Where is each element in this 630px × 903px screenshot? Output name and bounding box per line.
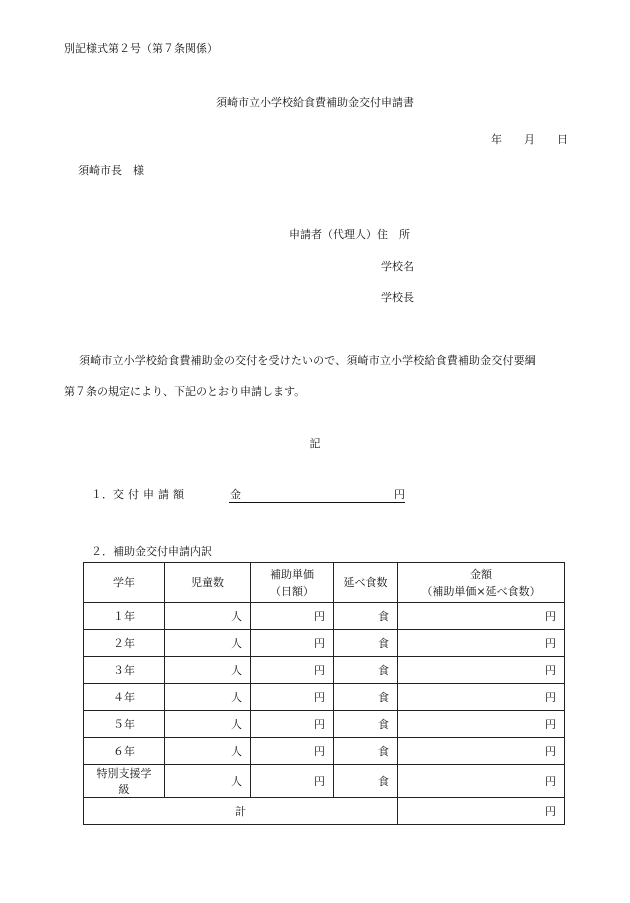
unit-price-cell[interactable]: 円 bbox=[251, 657, 334, 684]
meals-cell[interactable]: 食 bbox=[334, 765, 398, 798]
requested-amount-field[interactable] bbox=[229, 489, 405, 503]
grade-cell: ３年 bbox=[84, 657, 165, 684]
header-children: 児童数 bbox=[165, 563, 251, 603]
item-1-number: １． bbox=[91, 488, 113, 501]
date-day-label: 日 bbox=[557, 133, 568, 146]
unit-price-cell[interactable]: 円 bbox=[251, 711, 334, 738]
form-number: 別記様式第２号（第７条関係） bbox=[64, 42, 218, 55]
header-meals: 延べ食数 bbox=[334, 563, 398, 603]
unit-price-cell[interactable]: 円 bbox=[251, 765, 334, 798]
unit-price-cell[interactable]: 円 bbox=[251, 738, 334, 765]
total-label: 計 bbox=[84, 798, 398, 825]
meals-cell[interactable]: 食 bbox=[334, 657, 398, 684]
body-text-line-2: 第７条の規定により、下記のとおり申請します。 bbox=[64, 385, 306, 398]
table-row bbox=[84, 657, 565, 684]
children-cell[interactable]: 人 bbox=[165, 657, 251, 684]
children-cell[interactable]: 人 bbox=[165, 603, 251, 630]
table-header-row bbox=[84, 563, 565, 603]
grade-cell: １年 bbox=[84, 603, 165, 630]
item-1-label: 交付申請額 bbox=[113, 488, 188, 501]
meals-cell[interactable]: 食 bbox=[334, 603, 398, 630]
amount-cell[interactable]: 円 bbox=[398, 711, 565, 738]
unit-price-cell[interactable]: 円 bbox=[251, 630, 334, 657]
body-text-line-1: 須崎市立小学校給食費補助金の交付を受けたいので、須崎市立小学校給食費補助金交付要綱 bbox=[79, 354, 536, 367]
header-grade: 学年 bbox=[84, 563, 165, 603]
header-unit-price-line1: 補助単価 bbox=[270, 567, 314, 581]
amount-suffix: 円 bbox=[394, 488, 405, 501]
unit-price-cell[interactable]: 円 bbox=[251, 684, 334, 711]
amount-cell[interactable]: 円 bbox=[398, 738, 565, 765]
header-amount-line2: （補助単価×延べ食数） bbox=[421, 584, 541, 598]
header-amount bbox=[398, 563, 565, 603]
date-month-label: 月 bbox=[524, 133, 535, 146]
table-row bbox=[84, 711, 565, 738]
total-amount-cell[interactable]: 円 bbox=[398, 798, 565, 825]
ki-heading: 記 bbox=[309, 437, 321, 450]
header-unit-price bbox=[251, 563, 334, 603]
meals-cell[interactable]: 食 bbox=[334, 630, 398, 657]
amount-prefix: 金 bbox=[230, 488, 241, 501]
table-row bbox=[84, 738, 565, 765]
grade-cell: 特別支援学級 bbox=[84, 765, 165, 798]
children-cell[interactable]: 人 bbox=[165, 630, 251, 657]
item-1-heading bbox=[91, 489, 188, 500]
grade-cell: ４年 bbox=[84, 684, 165, 711]
breakdown-table bbox=[83, 562, 565, 825]
header-amount-line1: 金額 bbox=[470, 567, 492, 581]
school-name-label: 学校名 bbox=[381, 260, 414, 273]
table-row bbox=[84, 684, 565, 711]
children-cell[interactable]: 人 bbox=[165, 711, 251, 738]
table-row bbox=[84, 603, 565, 630]
date-field bbox=[491, 134, 568, 145]
table-row bbox=[84, 765, 565, 798]
children-cell[interactable]: 人 bbox=[165, 765, 251, 798]
children-cell[interactable]: 人 bbox=[165, 738, 251, 765]
applicant-address-label: 申請者（代理人）住 所 bbox=[289, 228, 410, 241]
addressee: 須崎市長 様 bbox=[78, 164, 144, 177]
amount-cell[interactable]: 円 bbox=[398, 657, 565, 684]
amount-cell[interactable]: 円 bbox=[398, 684, 565, 711]
amount-cell[interactable]: 円 bbox=[398, 603, 565, 630]
unit-price-cell[interactable]: 円 bbox=[251, 603, 334, 630]
grade-cell: ５年 bbox=[84, 711, 165, 738]
amount-cell[interactable]: 円 bbox=[398, 765, 565, 798]
date-year-label: 年 bbox=[491, 133, 502, 146]
document-title: 須崎市立小学校給食費補助金交付申請書 bbox=[216, 96, 414, 109]
amount-cell[interactable]: 円 bbox=[398, 630, 565, 657]
meals-cell[interactable]: 食 bbox=[334, 711, 398, 738]
grade-cell: ６年 bbox=[84, 738, 165, 765]
table-row bbox=[84, 630, 565, 657]
total-row bbox=[84, 798, 565, 825]
meals-cell[interactable]: 食 bbox=[334, 738, 398, 765]
principal-label: 学校長 bbox=[381, 291, 414, 304]
children-cell[interactable]: 人 bbox=[165, 684, 251, 711]
meals-cell[interactable]: 食 bbox=[334, 684, 398, 711]
grade-cell: ２年 bbox=[84, 630, 165, 657]
header-unit-price-line2: （日額） bbox=[270, 584, 314, 598]
item-2-heading: ２．補助金交付申請内訳 bbox=[91, 545, 212, 558]
